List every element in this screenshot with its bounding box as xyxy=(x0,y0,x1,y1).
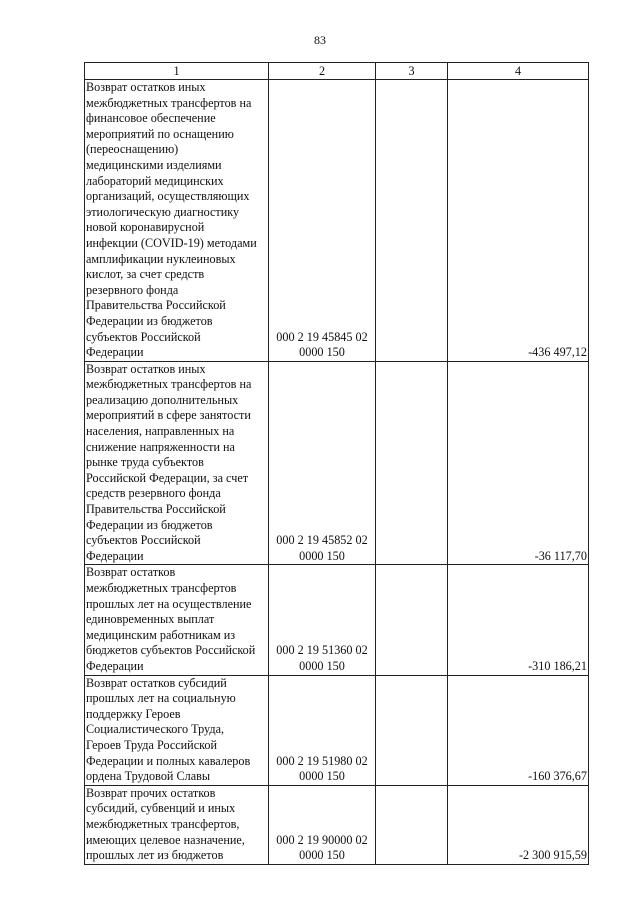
row-budget-code: 000 2 19 51980 02 0000 150 xyxy=(269,675,376,785)
row-description: Возврат остатков субсидий прошлых лет на социальную поддержку Героев Социалистического Труда, Героев Труда Российской Федерации и полных кавалеров ордена Трудовой Славы xyxy=(85,675,269,785)
row-description: Возврат остатков межбюджетных трансфертов прошлых лет на осуществление единовременных выплат медицинским работникам из бюджетов субъектов Российской Федерации xyxy=(85,565,269,675)
table-row xyxy=(85,675,589,785)
row-description: Возврат остатков иных межбюджетных трансфертов на реализацию дополнительных мероприятий в сфере занятости населения, направленных на снижение напряженности на рынке труда субъектов Российской Федерации, за счет средств резервного фонда Правительства Российской Федерации из бюджетов субъектов Российской Федерации xyxy=(85,361,269,565)
row-amount: -160 376,67 xyxy=(448,675,589,785)
row-budget-code: 000 2 19 90000 02 0000 150 xyxy=(269,785,376,864)
row-column-3 xyxy=(376,675,448,785)
table-row xyxy=(85,565,589,675)
row-description: Возврат прочих остатков субсидий, субвенций и иных межбюджетных трансфертов, имеющих целевое назначение, прошлых лет из бюджетов xyxy=(85,785,269,864)
table-header-row xyxy=(85,63,589,80)
row-description: Возврат остатков иных межбюджетных трансфертов на финансовое обеспечение мероприятий по оснащению (переоснащению) медицинскими изделиями лабораторий медицинских организаций, осуществляющих этиологическую диагностику новой коронавирусной инфекции (COVID-19) методами амплификации нуклеиновых кислот, за счет средств резервного фонда Правительства Российской Федерации из бюджетов субъектов Российской Федерации xyxy=(85,80,269,362)
row-amount: -436 497,12 xyxy=(448,80,589,362)
table-row xyxy=(85,785,589,864)
page-number: 83 xyxy=(314,33,326,47)
row-budget-code: 000 2 19 45845 02 0000 150 xyxy=(269,80,376,362)
row-amount: -310 186,21 xyxy=(448,565,589,675)
row-column-3 xyxy=(376,565,448,675)
column-header-4: 4 xyxy=(448,63,589,80)
row-column-3 xyxy=(376,80,448,362)
row-column-3 xyxy=(376,361,448,565)
row-budget-code: 000 2 19 51360 02 0000 150 xyxy=(269,565,376,675)
column-header-1: 1 xyxy=(85,63,269,80)
row-amount: -2 300 915,59 xyxy=(448,785,589,864)
row-column-3 xyxy=(376,785,448,864)
column-header-3: 3 xyxy=(376,63,448,80)
budget-return-table xyxy=(84,62,589,865)
column-header-2: 2 xyxy=(269,63,376,80)
row-amount: -36 117,70 xyxy=(448,361,589,565)
table-row xyxy=(85,361,589,565)
table-row xyxy=(85,80,589,362)
row-budget-code: 000 2 19 45852 02 0000 150 xyxy=(269,361,376,565)
